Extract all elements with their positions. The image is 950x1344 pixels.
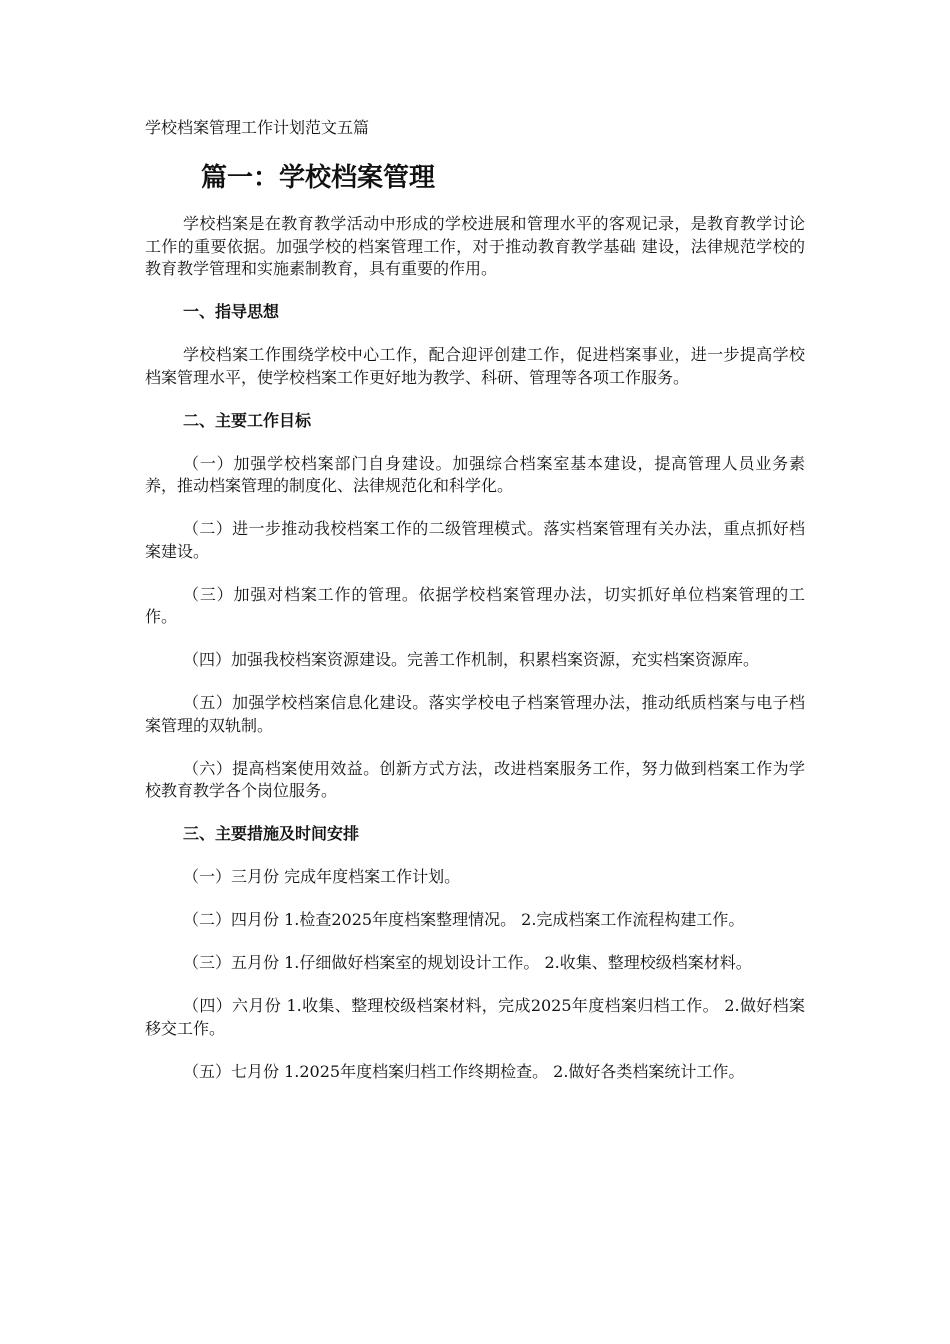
section-heading-measures-schedule: 三、主要措施及时间安排 [183, 824, 360, 843]
guiding-thought-paragraph: 学校档案工作围绕学校中心工作，配合迎评创建工作，促进档案事业，进一步提高学校档案管理水平，使学校档案工作更好地为教学、科研、管理等各项工作服务。 [145, 345, 805, 387]
document-body [145, 213, 805, 1104]
intro-paragraph: 学校档案是在教育教学活动中形成的学校进展和管理水平的客观记录，是教育教学讨论工作的重要依据。加强学校的档案管理工作，对于推动教育教学基础 建设，法律规范学校的教育教学管理和实施素制教育，具有重要的作用。 [145, 214, 805, 278]
goal-item: （一）加强学校档案部门自身建设。加强综合档案室基本建设，提高管理人员业务素养，推动档案管理的制度化、法律规范化和科学化。 [145, 453, 805, 495]
schedule-item: （三）五月份 1.仔细做好档案室的规划设计工作。 2.收集、整理校级档案材料。 [183, 953, 752, 972]
goal-item: （二）进一步推动我校档案工作的二级管理模式。落实档案管理有关办法，重点抓好档案建设。 [145, 519, 805, 561]
goal-item: （三）加强对档案工作的管理。依据学校档案管理办法，切实抓好单位档案管理的工作。 [145, 584, 805, 626]
section-heading-main-goals: 二、主要工作目标 [183, 410, 312, 430]
schedule-item: （四）六月份 1.收集、整理校级档案材料，完成2025年度档案归档工作。 2.做好档案移交工作。 [145, 996, 805, 1038]
section-heading-guiding-thought: 一、指导思想 [183, 302, 280, 321]
schedule-item: （一）三月份 完成年度档案工作计划。 [183, 867, 461, 886]
goal-item: （六）提高档案使用效益。创新方式方法，改进档案服务工作，努力做到档案工作为学校教育教学各个岗位服务。 [145, 758, 805, 800]
goal-item: （四）加强我校档案资源建设。完善工作机制，积累档案资源，充实档案资源库。 [183, 650, 760, 669]
schedule-item: （二）四月份 1.检查2025年度档案整理情况。 2.完成档案工作流程构建工作。 [183, 910, 745, 929]
goal-item: （五）加强学校档案信息化建设。落实学校电子档案管理办法，推动纸质档案与电子档案管理的双轨制。 [145, 693, 805, 735]
document-title: 学校档案管理工作计划范文五篇 [145, 118, 370, 137]
chapter-title: 篇一：学校档案管理 [201, 163, 436, 193]
schedule-item: （五）七月份 1.2025年度档案归档工作终期检查。 2.做好各类档案统计工作。 [183, 1061, 745, 1081]
